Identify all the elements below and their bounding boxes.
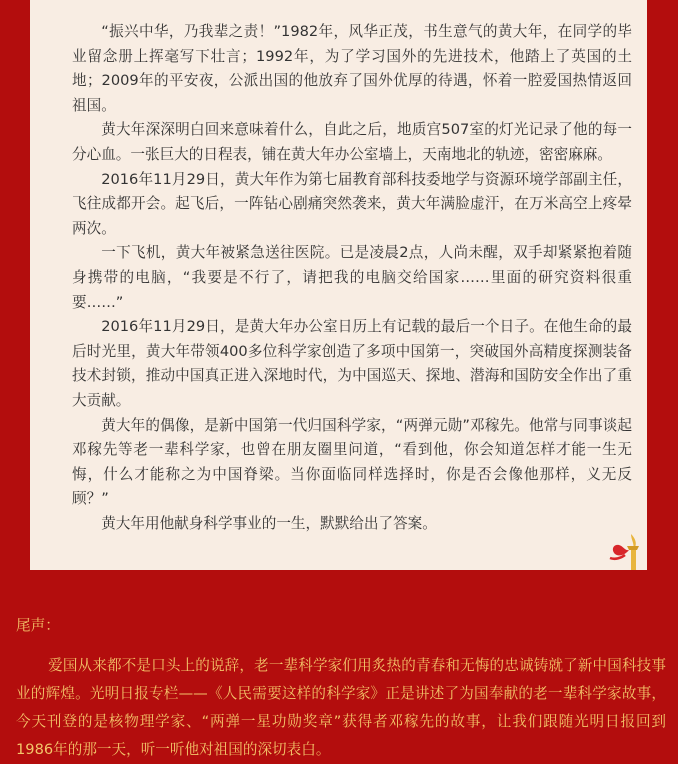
- torch-flame-icon: [607, 524, 645, 570]
- article-paragraph-4: 一下飞机，黄大年被紧急送往医院。已是凌晨2点，人尚未醒，双手却紧紧抱着随身携带的电脑，“我要是不行了，请把我的电脑交给国家……里面的研究资料很重要……”: [72, 244, 632, 311]
- article-paragraph-7: 黄大年用他献身科学事业的一生，默默给出了答案。: [101, 514, 437, 532]
- article-paragraph-2: 黄大年深深明白回来意味着什么，自此之后，地质宫507室的灯光记录了他的每一分心血。一张巨大的日程表，铺在黄大年办公室墙上，天南地北的轨迹，密密麻麻。: [72, 121, 632, 163]
- article-body: [72, 20, 632, 536]
- epilogue-title: 尾声：: [16, 617, 60, 634]
- article-paragraph-1: “振兴中华，乃我辈之责！”1982年，风华正茂，书生意气的黄大年，在同学的毕业留念册上挥毫写下壮言；1992年，为了学习国外的先进技术，他踏上了英国的土地；2009年的平安夜，公派出国的他放弃了国外优厚的待遇，怀着一腔爱国热情返回祖国。: [72, 23, 632, 114]
- article-card: [30, 0, 647, 570]
- epilogue-text: 爱国从来都不是口头上的说辞，老一辈科学家们用炙热的青春和无悔的忠诚铸就了新中国科技事业的辉煌。光明日报专栏——《人民需要这样的科学家》正是讲述了为国奉献的老一辈科学家故事，今天刊登的是核物理学家、“两弹一星功勋奖章”获得者邓稼先的故事，让我们跟随光明日报回到1986年的那一天，听一听他对祖国的深切表白。: [16, 657, 666, 758]
- article-paragraph-5: 2016年11月29日，是黄大年办公室日历上有记载的最后一个日子。在他生命的最后时光里，黄大年带领400多位科学家创造了多项中国第一，突破国外高精度探测装备技术封锁，推动中国真正进入深地时代，为中国巡天、探地、潜海和国防安全作出了重大贡献。: [72, 318, 632, 409]
- article-paragraph-3: 2016年11月29日，黄大年作为第七届教育部科技委地学与资源环境学部副主任，飞往成都开会。起飞后，一阵钻心剧痛突然袭来，黄大年满脸虚汗，在万米高空上疼晕两次。: [72, 170, 632, 237]
- epilogue-section: [16, 612, 666, 764]
- article-paragraph-6: 黄大年的偶像，是新中国第一代归国科学家，“两弹元勋”邓稼先。他常与同事谈起邓稼先等老一辈科学家，也曾在朋友圈里问道，“看到他，你会知道怎样才能一生无悔，什么才能称之为中国脊梁。当你面临同样选择时，你是否会像他那样，义无反顾？”: [72, 416, 632, 508]
